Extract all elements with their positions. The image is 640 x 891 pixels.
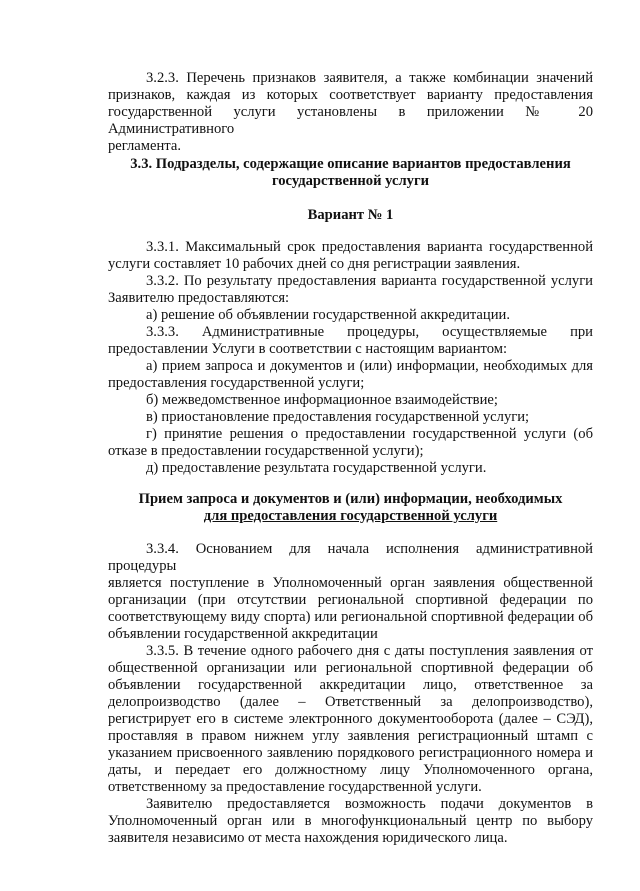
text-line: государственной услуги установлены в приложении № 20 Административного	[108, 104, 593, 137]
list-item: а) прием запроса и документов и (или) информации, необходимых для	[146, 358, 593, 374]
heading-line: государственной услуги	[271, 173, 430, 189]
list-item: а) решение об объявлении государственной аккредитации.	[146, 307, 510, 323]
text-line: организации (при отсутствии региональной спортивной федерации по	[108, 592, 593, 608]
text-line: услуги составляет 10 рабочих дней со дня регистрации заявления.	[108, 256, 521, 272]
subsection-heading-reception	[108, 491, 593, 525]
text-line: объявлении государственной аккредитации	[108, 626, 378, 642]
text-line: 3.3.5. В течение одного рабочего дня с даты поступления заявления от	[146, 643, 593, 659]
text-line: признаков, каждая из которых соответствует варианту предоставления	[108, 87, 593, 103]
procedure-text-block	[108, 541, 593, 847]
variant-description-block	[108, 239, 593, 477]
text-line: Заявителю предоставляется возможность подачи документов в	[146, 796, 593, 812]
heading-line: для предоставления государственной услуги	[203, 508, 498, 524]
text-line: даты, и передает его должностному лицу Уполномоченного органа,	[108, 762, 593, 778]
text-line: проставляя в правом нижнем углу заявления регистрационный штамп с	[108, 728, 593, 744]
section-heading-3-3	[108, 156, 593, 190]
text-line: является поступление в Уполномоченный орган заявления общественной	[108, 575, 593, 591]
text-line: 3.3.1. Максимальный срок предоставления варианта государственной	[146, 239, 593, 255]
variant-title: Вариант № 1	[307, 207, 394, 223]
text-line: предоставлении Услуги в соответствии с настоящим вариантом:	[108, 341, 508, 357]
text-line: делопроизводство (далее – Ответственный за делопроизводство),	[108, 694, 593, 710]
list-item: г) принятие решения о предоставлении государственной услуги (об	[146, 426, 593, 442]
text-line: регламента.	[108, 138, 181, 154]
heading-line: Прием запроса и документов и (или) информации, необходимых	[138, 491, 563, 507]
text-line: соответствующему виду спорта) или региональной спортивной федерации об	[108, 609, 593, 625]
text-line: общественной организации или региональной спортивной федерации об	[108, 660, 593, 676]
text-line: объявлении государственной аккредитации лицо, ответственное за	[108, 677, 593, 693]
text-line: предоставления государственной услуги;	[108, 375, 365, 391]
list-item: д) предоставление результата государственной услуги.	[146, 460, 487, 476]
text-line: отказе в предоставлении государственной услуги);	[108, 443, 424, 459]
text-line: 3.3.4. Основанием для начала исполнения административной процедуры	[108, 541, 593, 574]
text-line: заявителя независимо от места нахождения юридического лица.	[108, 830, 508, 846]
text-line: регистрирует его в системе электронного документооборота (далее – СЭД),	[108, 711, 593, 727]
text-line: 3.3.2. По результату предоставления варианта государственной услуги	[146, 273, 593, 289]
text-line: ответственному за предоставление государственной услуги.	[108, 779, 482, 795]
paragraph-3-2-3	[108, 70, 593, 155]
text-line: 3.3.3. Административные процедуры, осуществляемые при	[146, 324, 593, 340]
text-line: Заявителю предоставляются:	[108, 290, 290, 306]
text-line: Уполномоченный орган или в многофункциональный центр по выбору	[108, 813, 593, 829]
text-line: 3.2.3. Перечень признаков заявителя, а также комбинации значений	[146, 70, 593, 86]
list-item: б) межведомственное информационное взаимодействие;	[146, 392, 498, 408]
text-line: указанием присвоенного заявлению порядкового регистрационного номера и	[108, 745, 593, 761]
heading-line: 3.3. Подразделы, содержащие описание вариантов предоставления	[130, 156, 571, 172]
list-item: в) приостановление предоставления государственной услуги;	[146, 409, 530, 425]
